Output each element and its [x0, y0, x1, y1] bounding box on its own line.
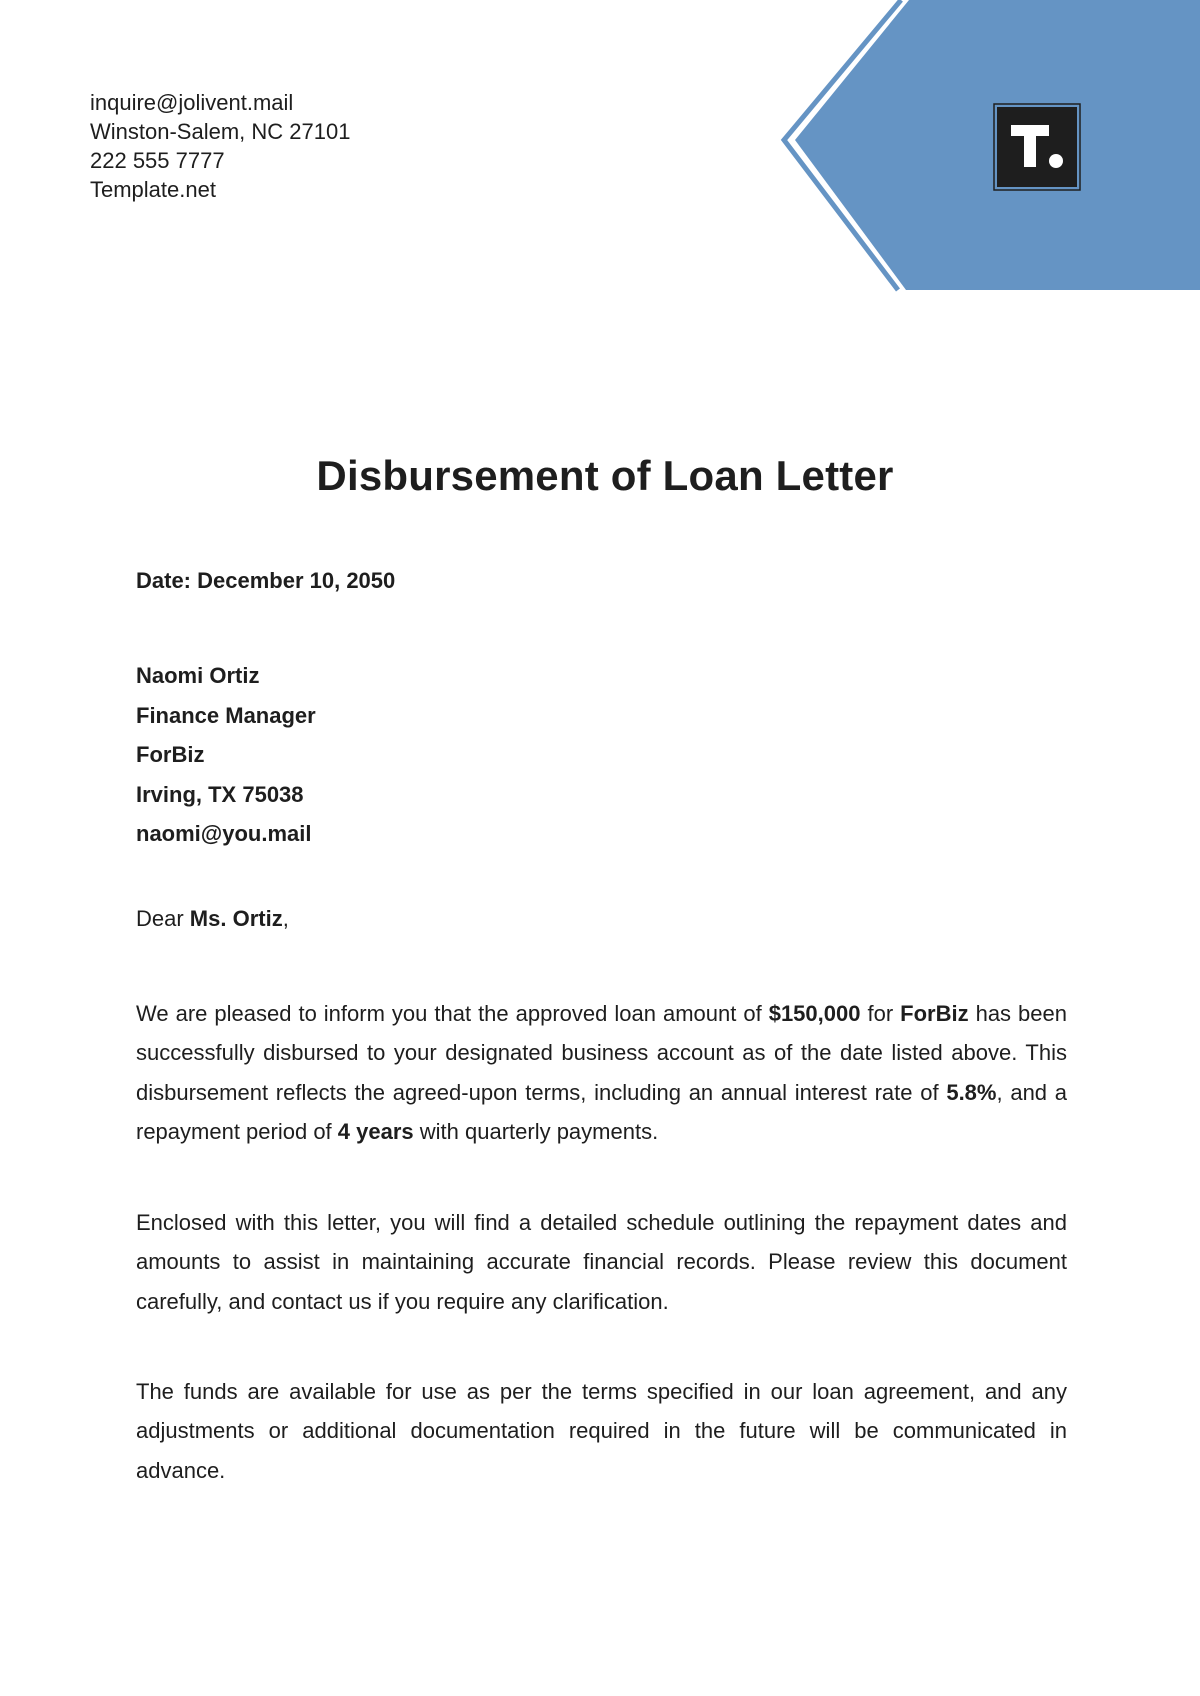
interest-rate: 5.8%: [946, 1079, 997, 1105]
sender-email: inquire@jolivent.mail: [90, 90, 294, 115]
recipient-company: ForBiz: [136, 742, 205, 767]
body-paragraph-1: [136, 994, 1067, 1151]
letter-date: Date: December 10, 2050: [136, 568, 396, 593]
salutation-suffix: ,: [282, 906, 289, 931]
recipient-name: Naomi Ortiz: [136, 663, 260, 688]
salutation-name: Ms. Ortiz: [189, 906, 283, 931]
body-paragraph-2: Enclosed with this letter, you will find a detailed schedule outlining the repayment dates and amounts to assist in maintaining accurate financial records. Please review this document carefully, and contact us if you require any clarification.: [136, 1210, 1067, 1314]
sender-phone: 222 555 7777: [90, 148, 225, 173]
p1-company: ForBiz: [900, 1001, 969, 1026]
recipient-email: naomi@you.mail: [136, 821, 312, 846]
sender-contact-block: [90, 88, 350, 204]
recipient-position: Finance Manager: [136, 702, 316, 728]
loan-amount: $150,000: [768, 1001, 861, 1026]
letter-title: Disbursement of Loan Letter: [316, 452, 894, 499]
salutation: [136, 906, 1067, 932]
p1-text-1: We are pleased to inform you that the approved loan amount of: [136, 1001, 769, 1026]
salutation-prefix: Dear: [136, 906, 190, 931]
recipient-block: [136, 656, 1067, 854]
p1-text-4: , and a repayment period of: [136, 1079, 1068, 1144]
recipient-address: Irving, TX 75038: [136, 781, 304, 807]
sender-address: Winston-Salem, NC 27101: [90, 119, 351, 144]
repayment-period: 4 years: [337, 1118, 414, 1144]
p1-text-3: has been successfully disbursed to your designated business account as of the date listed above. This disbursement reflects the agreed-upon terms, including an annual interest rate of: [136, 1001, 1067, 1105]
p1-text-5: with quarterly payments.: [413, 1118, 659, 1144]
logo-icon: [993, 103, 1081, 191]
p1-text-2: for: [860, 1001, 901, 1026]
body-paragraph-3: The funds are available for use as per the terms specified in our loan agreement, and any adjustments or additional documentation required in the future will be communicated in advance.: [136, 1379, 1067, 1483]
sender-website: Template.net: [90, 177, 216, 202]
